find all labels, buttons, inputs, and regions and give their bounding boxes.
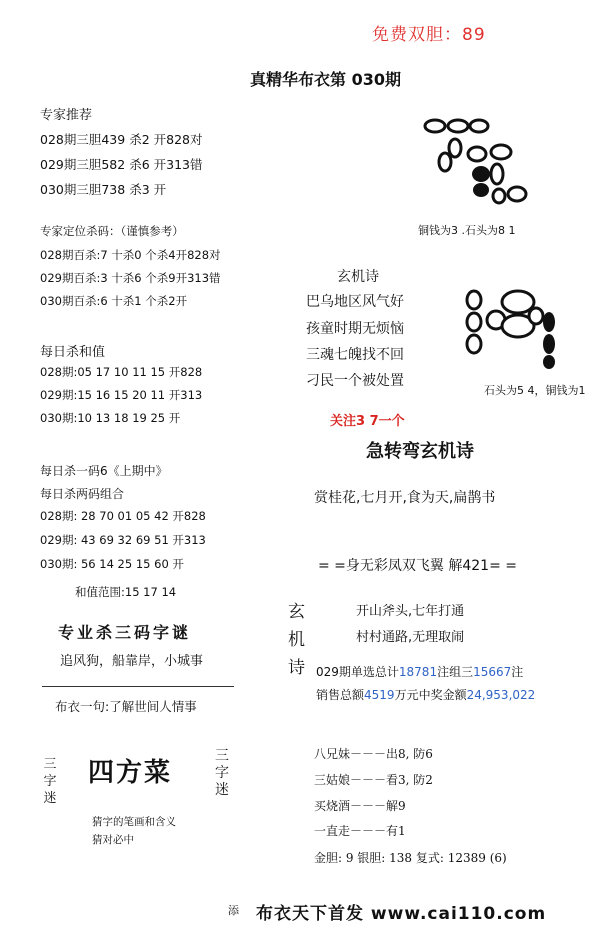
page-title: 真精华布衣第 030期 — [250, 70, 401, 89]
sanzimi-note: 猜对必中 — [92, 834, 134, 846]
onecode-row: 028期: 28 70 01 05 42 开828 — [40, 509, 206, 523]
single-total: 18781 — [398, 665, 438, 679]
xuanjishi-label — [288, 598, 310, 682]
char: 三 — [215, 748, 229, 764]
sanzimi-right — [213, 748, 231, 799]
sales-text: 万元中奖金额 — [394, 688, 467, 702]
char: 机 — [288, 630, 305, 650]
hint-row: 八兄妹－－－出8, 防6 — [314, 747, 433, 761]
riddle-heading: 专业杀三码字谜 — [58, 623, 192, 642]
position-heading: 专家定位杀码：（谨慎参考） — [40, 224, 184, 238]
expert-row: 029期三胆582 杀6 开313错 — [40, 157, 203, 172]
hint-row: 买烧酒－－－解9 — [314, 799, 406, 813]
char: 迷 — [215, 782, 229, 798]
onecode-row: 029期: 43 69 32 69 51 开313 — [40, 533, 206, 547]
sales-text: 销售总额 — [316, 688, 365, 702]
expert-row: 030期三胆738 杀3 开 — [40, 182, 167, 197]
char: 字 — [43, 774, 57, 789]
divider — [42, 686, 234, 687]
sumkill-row: 028期:05 17 10 11 15 开828 — [40, 365, 203, 379]
coins2-caption: 石头为5 4，铜钱为1 — [484, 384, 586, 397]
group3-total: 15667 — [473, 665, 512, 679]
sanzimi-note: 猜字的笔画和含义 — [92, 816, 176, 828]
char: 迷 — [43, 791, 57, 806]
onecode-heading: 每日杀一码6《上期中》 — [40, 464, 168, 478]
prize-total: 24,953,022 — [466, 688, 536, 702]
char: 字 — [215, 765, 229, 781]
turn-heading: 急转弯玄机诗 — [366, 441, 474, 462]
footer-text: 布衣天下首发 www.cai110.com — [256, 904, 547, 924]
expert-heading: 专家推荐 — [40, 108, 93, 123]
sales-text: 注 — [511, 665, 524, 679]
sumkill-row: 029期:15 16 15 20 11 开313 — [40, 388, 203, 402]
onecode-row: 030期: 56 14 25 15 60 开 — [40, 557, 184, 571]
turn-line: 赏桂花,七月开,食为天,扁鹊书 — [314, 490, 496, 506]
xuanji-line: 巴乌地区风气好 — [306, 294, 404, 310]
position-row: 030期百杀:6 十杀1 个杀2开 — [40, 294, 188, 308]
xuanjishi-line: 开山斧头,七年打通 — [356, 604, 465, 619]
sales-total: 4519 — [364, 688, 395, 702]
coins-stones-picture — [415, 114, 535, 210]
coins1-caption: 铜钱为3 .石头为8 1 — [418, 224, 516, 237]
onecode-subheading: 每日杀两码组合 — [40, 487, 125, 501]
char: 诗 — [288, 658, 305, 678]
sales-line-1 — [316, 663, 523, 680]
phoenix-line: = =身无彩凤双飞翼 解421= = — [318, 558, 517, 574]
expert-row: 028期三胆439 杀2 开828对 — [40, 132, 203, 147]
gold-line: 金胆: 9 银胆: 138 复式: 12389 (6) — [314, 851, 507, 865]
buyi-line: 布衣一句:了解世间人情事 — [55, 699, 197, 714]
xuanji-line: 三魂七魄找不回 — [306, 347, 404, 363]
xuanji-line: 孩童时期无烦恼 — [306, 321, 404, 337]
char: 三 — [43, 757, 57, 772]
coins-stones-picture — [460, 286, 570, 370]
xuanji-heading: 玄机诗 — [337, 269, 379, 285]
position-row: 029期百杀:3 十杀6 个杀9开313错 — [40, 271, 221, 285]
sales-line-2 — [316, 686, 535, 703]
sales-text: 注组三 — [437, 665, 474, 679]
focus-note: 关注3 7一个 — [330, 414, 405, 429]
riddle-text: 追风狗，船靠岸，小城事 — [60, 654, 204, 669]
free-pick-banner: 免费双胆：89 — [372, 25, 486, 45]
footer-mark: 添 — [228, 904, 239, 917]
hint-row: 三姑娘－－－看3, 防2 — [314, 773, 433, 787]
hint-row: 一直走－－－有1 — [314, 824, 406, 838]
sanzimi-left — [42, 756, 58, 807]
sum-range: 和值范围:15 17 14 — [75, 585, 177, 599]
sales-text: 029期单选总计 — [316, 665, 399, 679]
char: 玄 — [288, 602, 305, 622]
sumkill-heading: 每日杀和值 — [40, 345, 106, 360]
xuanji-line: 刁民一个被处置 — [306, 373, 404, 389]
sumkill-row: 030期:10 13 18 19 25 开 — [40, 411, 181, 425]
position-row: 028期百杀:7 十杀0 个杀4开828对 — [40, 248, 221, 262]
xuanjishi-line: 村村通路,无理取闹 — [356, 630, 465, 645]
sanzimi-center: 四方菜 — [88, 758, 173, 788]
